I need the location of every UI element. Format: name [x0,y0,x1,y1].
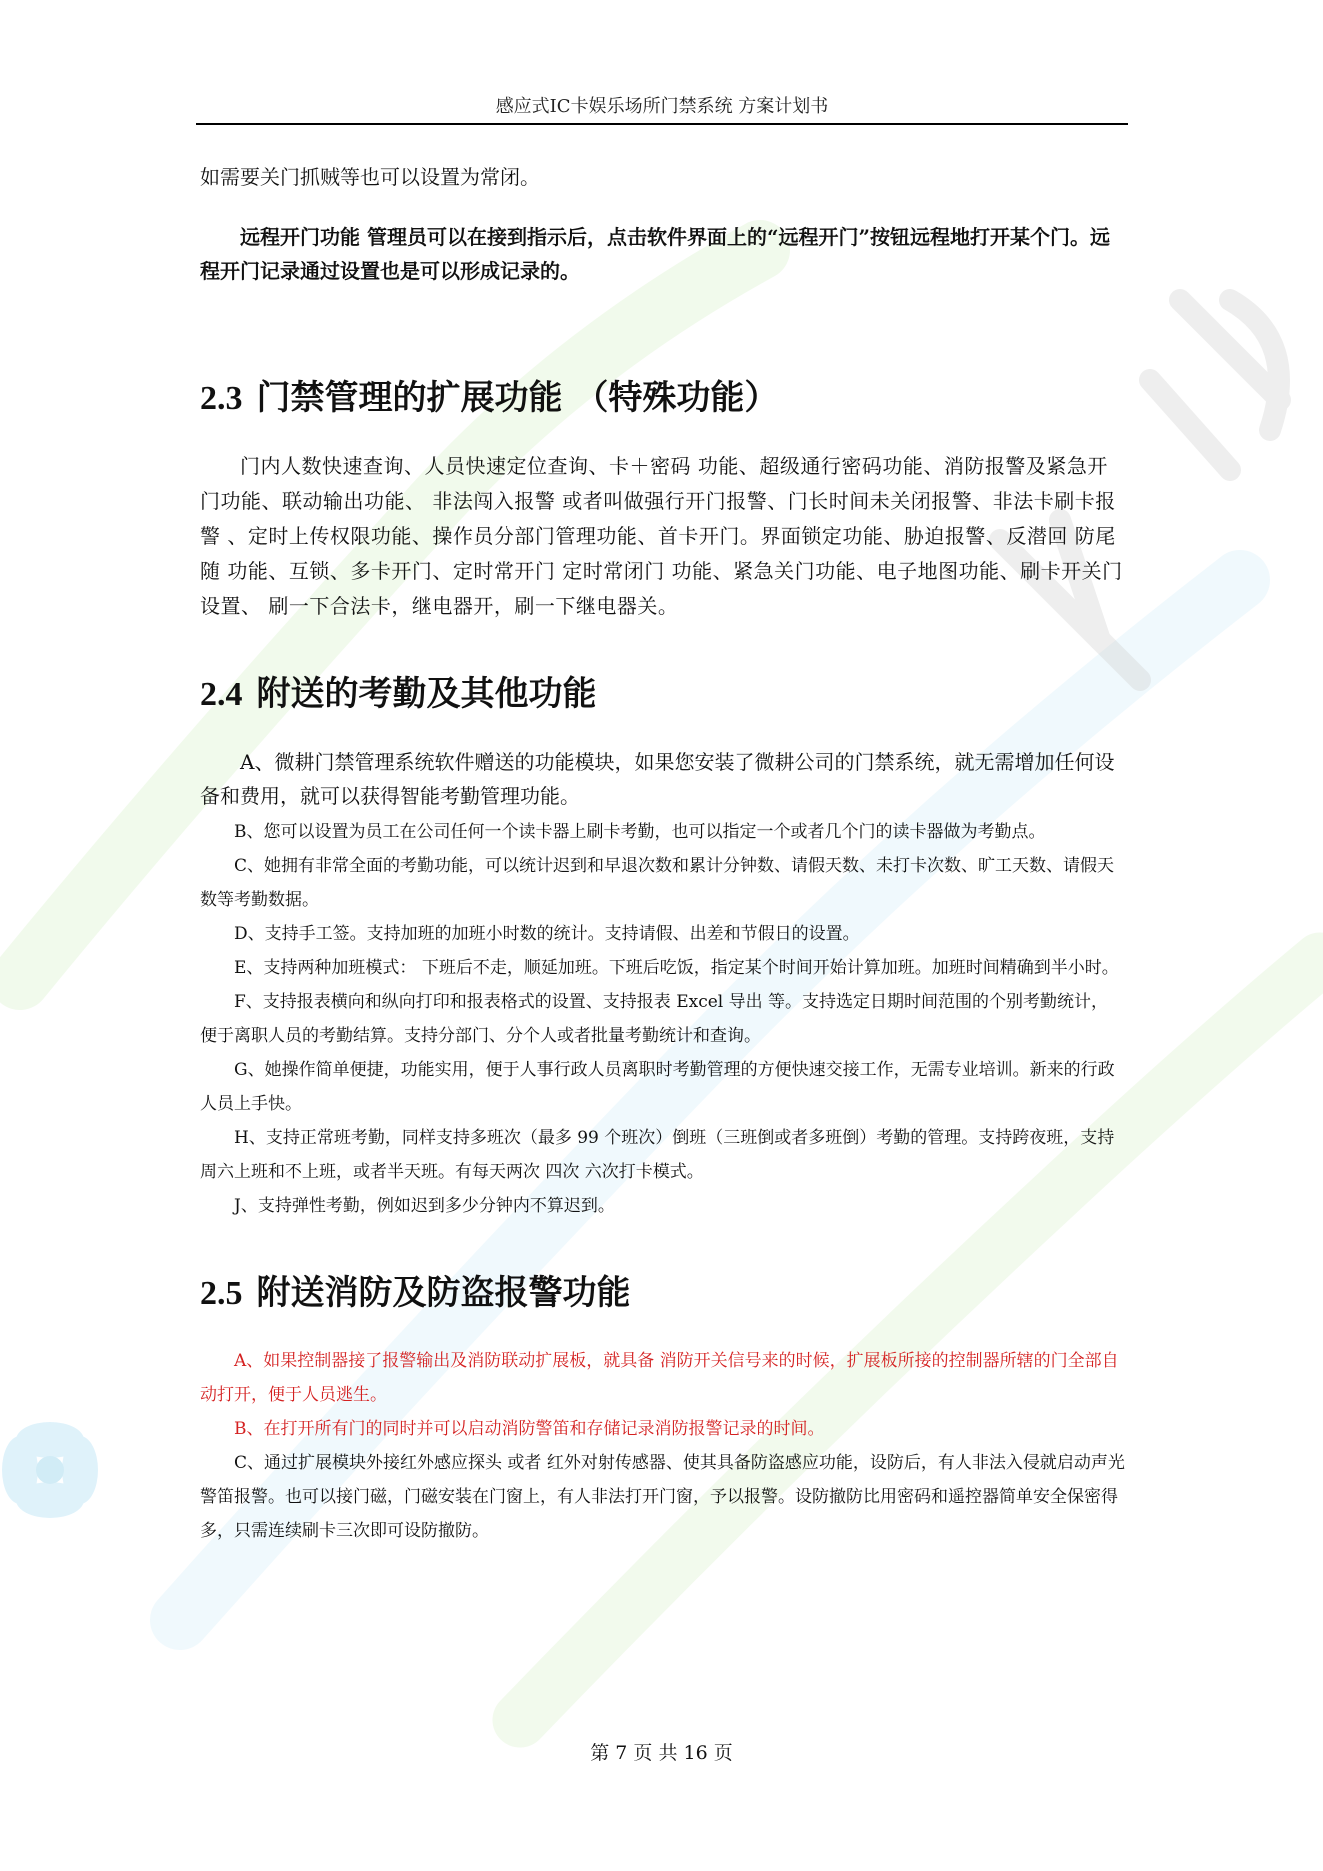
attendance-item-e: E、支持两种加班模式： 下班后不走，顺延加班。下班后吃饭，指定某个时间开始计算加班。加班时间精确到半小时。 [234,958,1119,978]
section-2-3-heading [200,370,1125,419]
section-2-5-list [200,1344,1125,1548]
header-divider [196,123,1128,125]
page-number-footer: 第 7 页 共 16 页 [590,1742,733,1764]
section-2-4-heading [200,666,1125,715]
attendance-item-a: A、微耕门禁管理系统软件赠送的功能模块，如果您安装了微耕公司的门禁系统，就无需增加任何设备和费用，就可以获得智能考勤管理功能。 [200,750,1115,808]
section-2-5-heading [200,1265,1125,1314]
document-body [200,160,1125,1548]
section-number: 2.4 [200,676,243,713]
attendance-item-h: H、支持正常班考勤，同样支持多班次（最多 99 个班次）倒班（三班倒或者多班倒）考勤的管理。支持跨夜班，支持周六上班和不上班，或者半天班。有每天两次 四次 六次打卡模式。 [200,1128,1115,1182]
attendance-item-d: D、支持手工签。支持加班的加班小时数的统计。支持请假、出差和节假日的设置。 [234,924,860,944]
fire-alarm-item-a: A、如果控制器接了报警输出及消防联动扩展板，就具备 消防开关信号来的时候，扩展板所接的控制器所辖的门全部自动打开，便于人员逃生。 [200,1351,1119,1405]
section-title: 附送消防及防盗报警功能 [256,1273,631,1313]
section-2-3-body: 门内人数快速查询、人员快速定位查询、卡＋密码 功能、超级通行密码功能、消防报警及紧急开门功能、联动输出功能、 非法闯入报警 或者叫做强行开门报警、门长时间未关闭报警、非法卡刷卡报警 、定时上传权限功能、操作员分部门管理功能、首卡开门。界面锁定功能、胁迫报警、反潜回 防尾随 功能、互锁、多卡开门、定时常开门 定时常闭门 功能、紧急关门功能、电子地图功能、刷卡开关门设置、 刷一下合法卡，继电器开，刷一下继电器关。 [200,454,1123,618]
intro-paragraph-remote-open: 远程开门功能 管理员可以在接到指示后，点击软件界面上的“远程开门”按钮远程地打开某个门。远程开门记录通过设置也是可以形成记录的。 [200,225,1110,283]
attendance-item-j: J、支持弹性考勤，例如迟到多少分钟内不算迟到。 [234,1196,615,1216]
attendance-item-f: F、支持报表横向和纵向打印和报表格式的设置、支持报表 Excel 导出 等。支持选定日期时间范围的个别考勤统计，便于离职人员的考勤结算。支持分部门、分个人或者批量考勤统计和查询。 [200,992,1109,1046]
section-number: 2.3 [200,380,243,417]
attendance-item-b: B、您可以设置为员工在公司任何一个读卡器上刷卡考勤，也可以指定一个或者几个门的读卡器做为考勤点。 [234,822,1046,842]
section-title: 附送的考勤及其他功能 [256,674,597,714]
attendance-item-g: G、她操作简单便捷，功能实用，便于人事行政人员离职时考勤管理的方便快速交接工作，无需专业培训。新来的行政人员上手快。 [200,1060,1115,1114]
section-2-4-list [200,745,1125,1223]
attendance-item-c: C、她拥有非常全面的考勤功能，可以统计迟到和早退次数和累计分钟数、请假天数、未打卡次数、旷工天数、请假天数等考勤数据。 [200,856,1115,910]
section-title: 门禁管理的扩展功能 （特殊功能） [256,378,779,418]
flower-logo-watermark [2,1422,98,1518]
fire-alarm-item-b: B、在打开所有门的同时并可以启动消防警笛和存储记录消防报警记录的时间。 [234,1419,825,1439]
intro-paragraph-1: 如需要关门抓贼等也可以设置为常闭。 [200,165,540,189]
burglar-alarm-item-c: C、通过扩展模块外接红外感应探头 或者 红外对射传感器、使其具备防盗感应功能，设防后，有人非法入侵就启动声光警笛报警。也可以接门磁，门磁安装在门窗上，有人非法打开门窗，予以报警。设防撤防比用密码和遥控器简单安全保密得多，只需连续刷卡三次即可设防撤防。 [200,1453,1125,1541]
page-header-title: 感应式IC卡娱乐场所门禁系统 方案计划书 [495,96,829,117]
section-number: 2.5 [200,1275,243,1312]
